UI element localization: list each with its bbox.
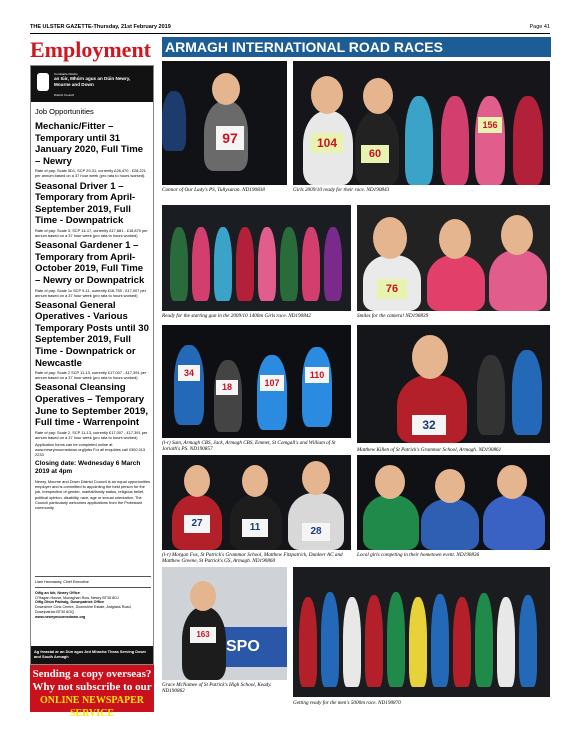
race-bib: 18 [216,380,238,395]
runner-head [184,465,210,497]
race-bib: 60 [361,145,389,163]
runner-figure [489,250,547,311]
photo-connor [162,61,287,185]
runner-head [311,76,343,114]
job-title: Mechanic/Fitter – Temporary until 31 January 2020, Full Time – Newry [35,121,144,167]
job-pay: Rate of pay: Scale 1c SCP 9-11, currently £16,755 - £17,007 per annum based on a 37 hour week (pro rata to hours worked) [35,287,147,298]
race-bib: 28 [302,523,330,541]
signatory: Liam Hannaway, Chief Executive [35,580,89,584]
photo-caption: Smiles for the camera! ND190839 [357,313,429,319]
runner-figure [497,597,515,687]
council-name-irish: Comhairle Dúiche [54,72,78,76]
runner-figure [453,597,471,687]
runner-figure [475,593,493,687]
runner-head [435,469,465,503]
runner-head [190,581,216,611]
photo-starting-line [162,205,351,311]
job-title: Seasonal Driver 1 – Temporary from April-September 2019, Full Time - Downpatrick [35,180,136,227]
runner-figure [427,255,485,311]
runner-figure [519,595,537,687]
runner-figure [258,227,276,301]
runner-head [412,335,448,379]
photo-girls-2009-10 [293,61,550,185]
job-pay: Rate of pay: Scale 2 SCP 11-13, currently £17,007 - £17,391 per annum based on a 37 hour week (pro rata to hours worked) [35,370,147,381]
equal-opportunities: Newry, Mourne and Down District Council is an equal opportunities employer and is committed to appointing the best person for the job, irrespective of gender, marital/family status, religious belief, political opinion, disability, race, age or sexual orientation. The Council particularly welcomes applications from the Protestant community. [35,479,150,510]
council-job-advert [30,65,154,665]
runner-head [501,215,533,255]
runner-figure [512,350,542,435]
council-strapline: Ag freastal ar an Dún agus Ard Mhacha Theas Serving Down and South Armagh [31,646,153,664]
race-bib: 27 [184,515,210,533]
race-bib: 104 [311,133,343,153]
runner-figure [192,227,210,301]
runner-figure [513,96,543,185]
divider [35,587,151,588]
subscription-promo[interactable] [30,665,154,719]
council-name: an Iúir, Mhúrn agus an Dúin Newry, Mourne and Down [54,76,131,87]
header-rule [30,33,550,34]
job-pay: Rate of pay: Scale 2, SCP 11-13, currently £17,007 - £17,391 per annum based on a 37 hour week (pro rata to hours worked) [35,429,148,440]
page-number: Page 41 [529,24,550,30]
photo-caption: Grace McNamee of St Patrick's High School, Keady. ND190862 [162,682,272,695]
photo-caption: Matthew Killen of St Patrick's Grammar School, Armagh. ND190861 [357,447,502,453]
race-bib: 97 [216,126,244,150]
runner-figure [321,592,339,687]
photo-local-girls [357,455,550,550]
race-bib: 11 [242,519,268,537]
runner-head [497,465,527,499]
runner-figure [280,227,298,301]
race-bib: 156 [478,117,502,133]
race-bib: 32 [412,415,446,435]
runner-figure [299,597,317,687]
runner-figure [363,495,419,550]
office-address: O'Hagan House, Monaghan Row, Newry BT35 8DJ [35,595,119,600]
photo-matthew-killen [357,325,550,443]
runner-figure [302,227,320,301]
job-title: Seasonal General Operatives - Various Temporary Posts until 30 September 2019, Full Time - Downpatrick or Newcastle [35,299,149,369]
council-header [31,66,153,102]
runner-figure [174,345,204,425]
office-address: Downshire Civic Centre, Downshire Estate, Ardglass Road, Downpatrick BT30 6GQ [35,605,132,614]
runner-figure [475,96,505,185]
race-bib: 76 [377,279,407,299]
race-bib: 110 [305,367,329,383]
article-headline: ARMAGH INTERNATIONAL ROAD RACES [162,37,551,57]
runner-figure [405,96,433,185]
job-pay: Rate of pay: Scale 5D1, SCP 29-31, currently £26,470 - £28,221 per annum based on a 37 hour week (pro rata to hours worked). [35,168,146,179]
race-bib: 163 [190,627,216,643]
promo-line-1: Sending a copy overseas? [32,668,152,680]
publication-date: THE ULSTER GAZETTE-Thursday, 21st February 2019 [30,24,171,30]
photo-caption: (l-r) Morgan Fox, St Patrick's Grammar School, Matthew Fitzpatrick, Dunleer AC and Matthew Greene, St Patrick's GS, Armagh. ND190860 [162,552,343,565]
runner-head [302,461,330,495]
apply-info: Application forms can be completed online at www.newrymournedown.org/jobs For all enquiries call 0300 013 2233 [35,442,146,458]
runner-figure [421,499,479,550]
runner-figure [182,607,226,680]
job-title: Seasonal Gardener 1 – Temporary from April-October 2019, Full Time – Newry or Downpatrick [35,240,145,286]
jobs-heading: Job Opportunities [35,107,94,116]
runner-head [242,465,268,497]
photo-caption: Girls 2009/10 ready for their race. ND190843 [293,187,390,193]
closing-date: Closing date: Wednesday 6 March 2019 at 4pm [35,460,141,476]
job-title: Seasonal Cleansing Operatives – Temporary June to September 2019, Full time - Warrenpoint [35,382,149,429]
council-logo-icon [37,73,49,91]
runner-head [363,78,393,114]
runner-figure [431,594,449,687]
photo-smiles [357,205,550,311]
promo-line-3: ONLINE NEWSPAPER SERVICE [40,695,144,719]
divider [35,576,151,577]
job-list [35,104,151,512]
race-bib: 34 [178,365,200,381]
photo-boys-race [162,325,351,438]
runner-figure [288,493,344,550]
runner-head [375,465,405,499]
race-bib: 107 [260,375,284,391]
runner-figure [302,347,332,427]
runner-figure [162,91,186,151]
runner-figure [324,227,342,301]
runner-figure [214,227,232,301]
photo-caption: (l-r) Sam, Armagh CBS, Jack, Armagh CBS, Emmet, St Comgall's and William of St Joriath's PS. ND190857 [162,440,336,453]
section-title: Employment [30,37,151,62]
photo-caption: Local girls competing in their hometown event. ND190836 [357,552,480,558]
runner-figure [170,227,188,301]
runner-figure [483,495,545,550]
council-subtitle: District Council [54,93,75,97]
runner-figure [387,592,405,687]
sponsor-board: SPO [222,627,287,667]
runner-figure [477,355,505,435]
runner-figure [214,360,242,432]
promo-line-2: Why not subscribe to our [32,681,152,693]
photo-caption: Connor of Our Lady's PS, Tullysaran. ND190838 [162,187,265,193]
photo-st-patricks-boys [162,455,351,550]
photo-caption: Getting ready for the men's 5000m race. ND190870 [293,700,401,706]
runner-figure [236,227,254,301]
runner-figure [343,597,361,687]
runner-head [373,217,407,259]
office-title: Oifig an Iúir, Newry Office [35,590,80,595]
runner-head [212,73,240,105]
runner-figure [365,595,383,687]
photo-grace-mcnamee [162,567,287,680]
council-contacts [35,574,151,620]
runner-figure [409,597,427,687]
runner-figure [257,355,287,430]
job-pay: Rate of pay: Scale 3, SCP 14-17, currently £17,681 - £18,870 per annum based on a 37 hour week (pro rata to hours worked) [35,227,148,239]
photo-caption: Ready for the starting gun in the 2009/10 1400m Girls race. ND190842 [162,313,311,319]
office-title: Oifig Dhún Pádraig, Downpatrick Office [35,600,105,605]
photo-mens-5000m [293,567,550,697]
runner-figure [441,96,469,185]
website-link[interactable]: www.newrymournedown.org [35,614,86,619]
runner-head [439,219,471,259]
